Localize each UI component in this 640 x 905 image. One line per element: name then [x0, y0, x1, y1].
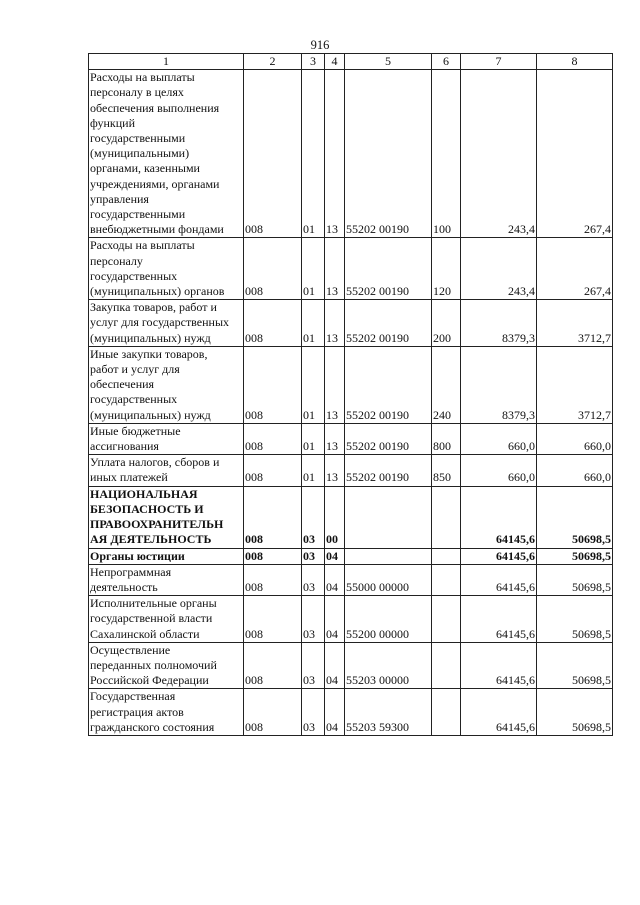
- row-name-line: государственных: [90, 392, 178, 407]
- row-name: [89, 346, 244, 423]
- row-name-line: гражданского состояния: [90, 719, 215, 734]
- expense-type-code: 100: [432, 70, 461, 238]
- page-number: 916: [310, 38, 330, 52]
- table-row: [89, 423, 613, 454]
- row-name-line: ассигнования: [90, 439, 159, 454]
- ministry-code: 008: [244, 346, 302, 423]
- subsection-code: 13: [325, 238, 345, 300]
- table-body: [89, 70, 613, 736]
- expense-type-code: [432, 689, 461, 736]
- amount-year-2: 660,0: [537, 423, 613, 454]
- amount-year-1: 243,4: [461, 238, 537, 300]
- amount-year-2: 50698,5: [537, 564, 613, 595]
- amount-year-2: 660,0: [537, 455, 613, 486]
- table-header-row: [89, 54, 613, 70]
- expense-type-code: [432, 642, 461, 689]
- row-name-line: услуг для государственных: [90, 315, 230, 330]
- row-name-line: Иные закупки товаров,: [90, 346, 208, 361]
- ministry-code: 008: [244, 642, 302, 689]
- amount-year-1: 64145,6: [461, 564, 537, 595]
- row-name-line: государственной власти: [90, 611, 213, 626]
- target-item-code: 55202 00190: [345, 238, 432, 300]
- subsection-code: 13: [325, 70, 345, 238]
- row-name-line: переданных полномочий: [90, 657, 217, 672]
- row-name-line: государственных: [90, 268, 178, 283]
- section-code: 01: [302, 70, 325, 238]
- row-name-line: Органы юстиции: [90, 548, 185, 563]
- target-item-code: 55202 00190: [345, 423, 432, 454]
- section-code: 03: [302, 689, 325, 736]
- row-name: [89, 238, 244, 300]
- table-row: [89, 238, 613, 300]
- subsection-code: 00: [325, 486, 345, 548]
- row-name-line: БЕЗОПАСНОСТЬ И: [90, 501, 204, 516]
- row-name-line: ПРАВООХРАНИТЕЛЬН: [90, 517, 224, 532]
- amount-year-2: 267,4: [537, 238, 613, 300]
- section-code: 03: [302, 564, 325, 595]
- row-name-line: Российской Федерации: [90, 673, 209, 688]
- expense-type-code: 800: [432, 423, 461, 454]
- section-code: 03: [302, 596, 325, 643]
- amount-year-2: 50698,5: [537, 486, 613, 548]
- row-name-line: Расходы на выплаты: [90, 70, 195, 85]
- ministry-code: 008: [244, 564, 302, 595]
- table-row: [89, 486, 613, 548]
- row-name-line: управления: [90, 191, 149, 206]
- row-name: [89, 300, 244, 347]
- subsection-code: 04: [325, 564, 345, 595]
- amount-year-1: 8379,3: [461, 300, 537, 347]
- row-name: [89, 689, 244, 736]
- row-name-line: работ и услуг для: [90, 362, 180, 377]
- column-header: 3: [302, 54, 325, 70]
- target-item-code: 55203 59300: [345, 689, 432, 736]
- target-item-code: 55202 00190: [345, 300, 432, 347]
- row-name-line: Государственная: [90, 689, 176, 704]
- table-row: [89, 596, 613, 643]
- ministry-code: 008: [244, 238, 302, 300]
- ministry-code: 008: [244, 70, 302, 238]
- row-name-line: иных платежей: [90, 470, 168, 485]
- ministry-code: 008: [244, 300, 302, 347]
- amount-year-2: 50698,5: [537, 596, 613, 643]
- column-header: 4: [325, 54, 345, 70]
- expense-type-code: [432, 596, 461, 643]
- row-name-line: персоналу: [90, 253, 143, 268]
- row-name-line: государственными: [90, 131, 186, 146]
- subsection-code: 04: [325, 596, 345, 643]
- row-name-line: Сахалинской области: [90, 626, 200, 641]
- row-name: [89, 642, 244, 689]
- row-name-line: (муниципальными): [90, 146, 190, 161]
- row-name-line: персоналу в целях: [90, 85, 184, 100]
- row-name-line: регистрация актов: [90, 704, 184, 719]
- section-code: 01: [302, 455, 325, 486]
- row-name: [89, 70, 244, 238]
- row-name-line: деятельность: [90, 579, 158, 594]
- amount-year-1: 64145,6: [461, 596, 537, 643]
- ministry-code: 008: [244, 455, 302, 486]
- target-item-code: 55203 00000: [345, 642, 432, 689]
- subsection-code: 04: [325, 642, 345, 689]
- row-name-line: органами, казенными: [90, 161, 200, 176]
- row-name-line: обеспечения: [90, 377, 155, 392]
- column-header: 7: [461, 54, 537, 70]
- section-code: 01: [302, 346, 325, 423]
- expense-type-code: 850: [432, 455, 461, 486]
- amount-year-1: 660,0: [461, 455, 537, 486]
- row-name-line: (муниципальных) нужд: [90, 407, 211, 422]
- amount-year-1: 64145,6: [461, 486, 537, 548]
- table-row: [89, 548, 613, 564]
- row-name-line: Иные бюджетные: [90, 423, 181, 438]
- target-item-code: 55200 00000: [345, 596, 432, 643]
- row-name-line: АЯ ДЕЯТЕЛЬНОСТЬ: [90, 532, 212, 547]
- amount-year-2: 3712,7: [537, 346, 613, 423]
- subsection-code: 04: [325, 689, 345, 736]
- row-name-line: Закупка товаров, работ и: [90, 300, 217, 315]
- target-item-code: [345, 486, 432, 548]
- column-header: 6: [432, 54, 461, 70]
- table-row: [89, 455, 613, 486]
- row-name-line: Расходы на выплаты: [90, 238, 195, 253]
- subsection-code: 13: [325, 346, 345, 423]
- table-row: [89, 642, 613, 689]
- amount-year-1: 8379,3: [461, 346, 537, 423]
- amount-year-2: 267,4: [537, 70, 613, 238]
- amount-year-1: 243,4: [461, 70, 537, 238]
- column-header: 5: [345, 54, 432, 70]
- amount-year-1: 64145,6: [461, 642, 537, 689]
- row-name-line: НАЦИОНАЛЬНАЯ: [90, 486, 198, 501]
- section-code: 01: [302, 423, 325, 454]
- amount-year-1: 660,0: [461, 423, 537, 454]
- table-row: [89, 300, 613, 347]
- row-name-line: Непрограммная: [90, 564, 172, 579]
- row-name: [89, 548, 244, 564]
- row-name-line: (муниципальных) нужд: [90, 330, 211, 345]
- target-item-code: 55202 00190: [345, 346, 432, 423]
- amount-year-2: 50698,5: [537, 642, 613, 689]
- row-name-line: учреждениями, органами: [90, 176, 220, 191]
- column-header: 2: [244, 54, 302, 70]
- table-row: [89, 564, 613, 595]
- amount-year-2: 50698,5: [537, 548, 613, 564]
- row-name-line: Осуществление: [90, 642, 171, 657]
- budget-table: [88, 53, 613, 736]
- table-row: [89, 346, 613, 423]
- expense-type-code: [432, 564, 461, 595]
- section-code: 03: [302, 486, 325, 548]
- row-name-line: Уплата налогов, сборов и: [90, 455, 220, 470]
- column-header: 8: [537, 54, 613, 70]
- amount-year-2: 50698,5: [537, 689, 613, 736]
- expense-type-code: [432, 486, 461, 548]
- expense-type-code: 200: [432, 300, 461, 347]
- section-code: 03: [302, 642, 325, 689]
- subsection-code: 13: [325, 300, 345, 347]
- section-code: 01: [302, 238, 325, 300]
- row-name: [89, 455, 244, 486]
- row-name: [89, 423, 244, 454]
- expense-type-code: 120: [432, 238, 461, 300]
- row-name: [89, 564, 244, 595]
- subsection-code: 13: [325, 423, 345, 454]
- row-name-line: Исполнительные органы: [90, 596, 217, 611]
- table-row: [89, 70, 613, 238]
- row-name-line: государственными: [90, 207, 186, 222]
- row-name-line: обеспечения выполнения: [90, 100, 220, 115]
- ministry-code: 008: [244, 689, 302, 736]
- ministry-code: 008: [244, 486, 302, 548]
- target-item-code: 55202 00190: [345, 455, 432, 486]
- expense-type-code: [432, 548, 461, 564]
- target-item-code: 55202 00190: [345, 70, 432, 238]
- ministry-code: 008: [244, 596, 302, 643]
- row-name-line: (муниципальных) органов: [90, 284, 225, 299]
- row-name-line: внебюджетными фондами: [90, 222, 224, 237]
- row-name-line: функций: [90, 115, 135, 130]
- row-name: [89, 596, 244, 643]
- amount-year-1: 64145,6: [461, 689, 537, 736]
- target-item-code: [345, 548, 432, 564]
- ministry-code: 008: [244, 548, 302, 564]
- table-row: [89, 689, 613, 736]
- subsection-code: 04: [325, 548, 345, 564]
- section-code: 03: [302, 548, 325, 564]
- amount-year-1: 64145,6: [461, 548, 537, 564]
- column-header: 1: [89, 54, 244, 70]
- ministry-code: 008: [244, 423, 302, 454]
- amount-year-2: 3712,7: [537, 300, 613, 347]
- subsection-code: 13: [325, 455, 345, 486]
- section-code: 01: [302, 300, 325, 347]
- row-name: [89, 486, 244, 548]
- expense-type-code: 240: [432, 346, 461, 423]
- target-item-code: 55000 00000: [345, 564, 432, 595]
